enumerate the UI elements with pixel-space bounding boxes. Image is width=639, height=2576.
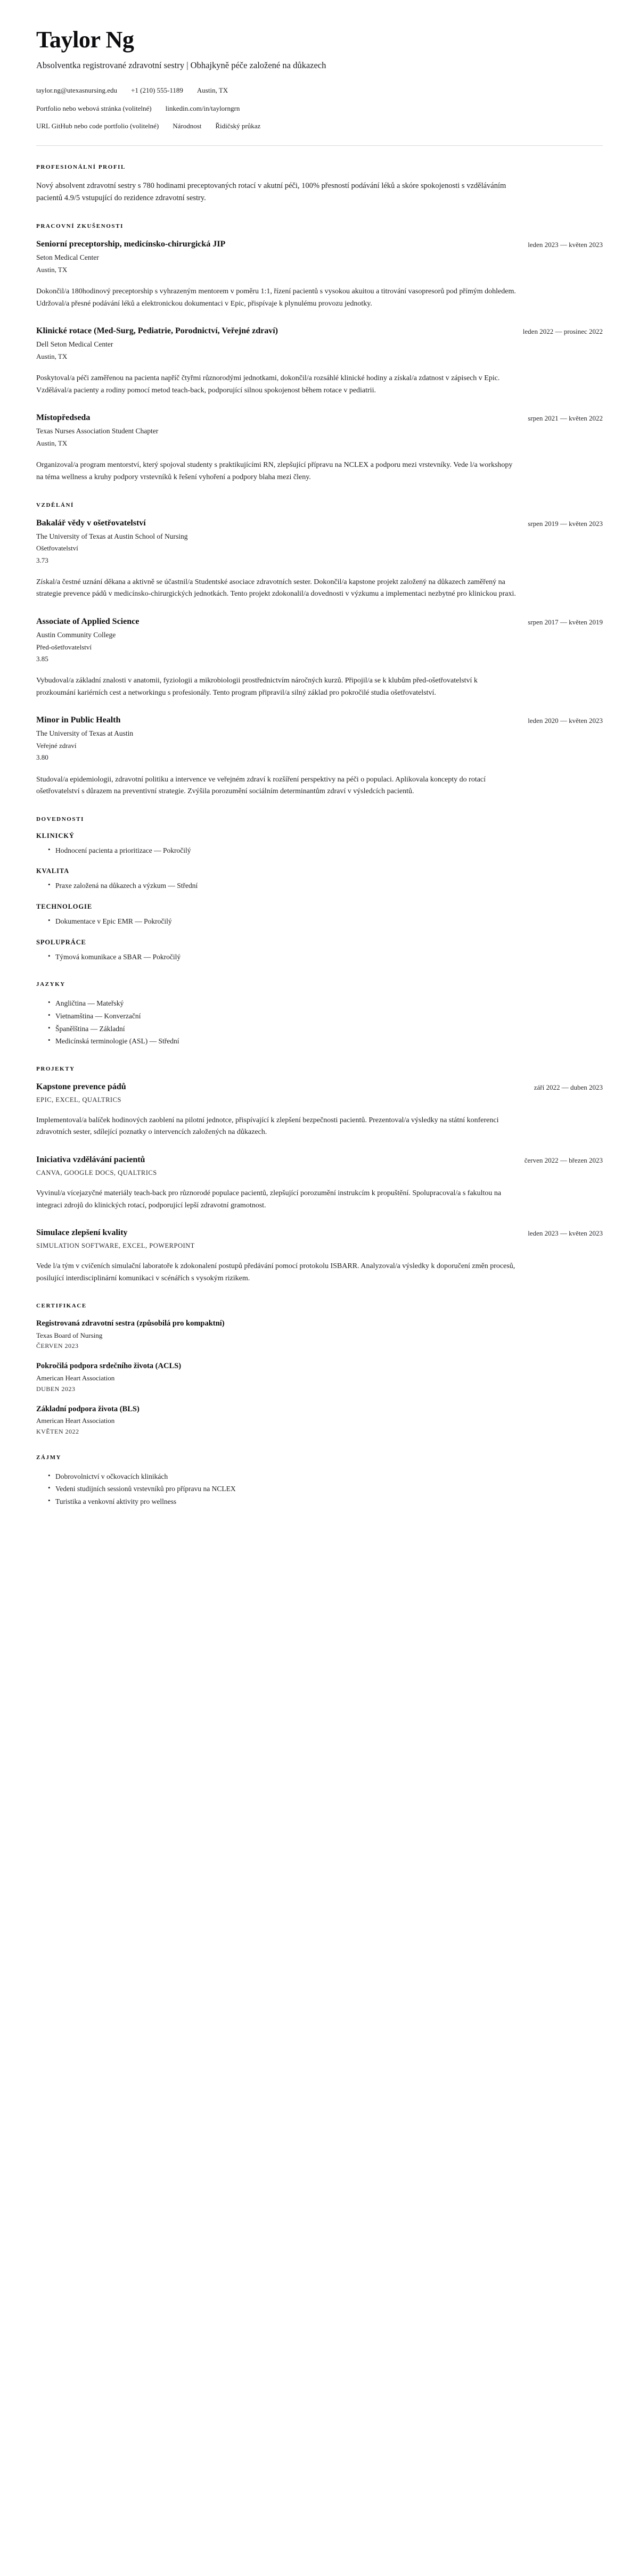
- project-entry: [36, 1228, 603, 1285]
- section-experience: [36, 223, 603, 484]
- experience-location: Austin, TX: [36, 439, 68, 448]
- experience-location: Austin, TX: [36, 352, 68, 360]
- header-divider: [36, 145, 603, 146]
- education-entry-head: [36, 616, 603, 628]
- education-school: Austin Community College: [36, 630, 116, 639]
- certification-name: Základní podpora života (BLS): [36, 1404, 140, 1413]
- education-entry: [36, 616, 603, 699]
- contact-github-placeholder[interactable]: URL GitHub nebo code portfolio (volitelné): [36, 122, 159, 130]
- section-profile: [36, 164, 603, 205]
- education-field: Ošetřovatelství: [36, 544, 78, 553]
- project-entry-head: [36, 1082, 603, 1093]
- section-projects: [36, 1066, 603, 1285]
- skill-item: • Praxe založená na důkazech a výzkum — Střední: [48, 879, 603, 892]
- contact-phone[interactable]: +1 (210) 555-1189: [131, 86, 183, 95]
- certification-date: ČERVEN 2023: [36, 1342, 79, 1350]
- experience-date: srpen 2021 — květen 2022: [528, 414, 603, 423]
- contact-portfolio-placeholder[interactable]: Portfolio nebo webová stránka (volitelné): [36, 104, 152, 112]
- project-entry-head: [36, 1155, 603, 1166]
- education-school: The University of Texas at Austin School of Nursing: [36, 532, 188, 540]
- skill-category-label: SPOLUPRÁCE: [36, 938, 86, 946]
- certification-entry: [36, 1319, 603, 1351]
- project-entry: [36, 1155, 603, 1212]
- experience-entry-head: [36, 326, 603, 337]
- education-gpa: 3.73: [36, 556, 48, 564]
- experience-description: Poskytoval/a péči zaměřenou na pacienta napříč čtyřmi různorodými jednotkami, dokončil/a rozsáhlé klinické hodiny a získal/a zdatnost v zápisech v Epic. Vzdělával/a pacienty a rodiny pomocí metod teach-back, podporující silnou spokojenost během rotace v pediatrii.: [36, 374, 500, 394]
- section-title-certifications: CERTIFIKACE: [36, 1303, 87, 1310]
- resume-header: [36, 28, 603, 146]
- certification-name: Registrovaná zdravotní sestra (způsobilá pro kompaktní): [36, 1319, 225, 1328]
- skill-list: [36, 915, 603, 928]
- certification-name: Pokročilá podpora srdečního života (ACLS): [36, 1362, 182, 1371]
- education-date: srpen 2017 — květen 2019: [528, 618, 603, 627]
- skill-item: • Týmová komunikace a SBAR — Pokročilý: [48, 951, 603, 964]
- section-title-experience: PRACOVNÍ ZKUŠENOSTI: [36, 223, 124, 229]
- education-entry: [36, 715, 603, 797]
- skill-group: [36, 832, 603, 857]
- experience-entry: [36, 326, 603, 397]
- education-description: Vybudoval/a základní znalosti v anatomii, fyziologii a mikrobiologii prostřednictvím náročných kurzů. Připojil/a se k klubům před-ošetřovatelství k prozkoumání kariérních cest a networkingu s profesionály. Tento program připravil/a silný základ pro pokročilé studia ošetřovatelství.: [36, 677, 478, 697]
- contact-email[interactable]: taylor.ng@utexasnursing.edu: [36, 86, 118, 95]
- education-degree: Minor in Public Health: [36, 715, 121, 725]
- skill-group: [36, 903, 603, 928]
- experience-entry: [36, 239, 603, 310]
- education-field: Před-ošetřovatelství: [36, 643, 92, 651]
- language-item: • Španělština — Základní: [48, 1023, 603, 1035]
- experience-role: Klinické rotace (Med-Surg, Pediatrie, Porodnictví, Veřejné zdraví): [36, 326, 278, 336]
- section-title-skills: DOVEDNOSTI: [36, 816, 84, 822]
- profile-summary-text: Nový absolvent zdravotní sestry s 780 hodinami preceptovaných rotací v akutní péči, 100% přesností podávání léků a skóre spokojenosti s vzděláváním pacientů 4.9/5 vstupující do rezidence zdravotní sestry.: [36, 181, 506, 203]
- project-entry-head: [36, 1228, 603, 1239]
- education-gpa: 3.85: [36, 654, 48, 663]
- education-date: leden 2020 — květen 2023: [528, 717, 603, 725]
- contact-location: Austin, TX: [196, 86, 228, 95]
- education-school: The University of Texas at Austin: [36, 729, 134, 738]
- experience-role: Místopředseda: [36, 413, 91, 423]
- project-name: Kapstone prevence pádů: [36, 1082, 126, 1091]
- section-title-languages: JAZYKY: [36, 981, 65, 988]
- skill-category-label: TECHNOLOGIE: [36, 903, 93, 911]
- education-entry-head: [36, 715, 603, 726]
- section-title-interests: ZÁJMY: [36, 1454, 62, 1461]
- language-item: • Angličtina — Mateřský: [48, 997, 603, 1010]
- education-entry: [36, 518, 603, 600]
- contact-row-primary: [36, 85, 603, 96]
- project-entry: [36, 1082, 603, 1139]
- project-date: září 2022 — duben 2023: [534, 1083, 603, 1091]
- certification-issuer: American Heart Association: [36, 1417, 115, 1425]
- skill-list: [36, 879, 603, 892]
- section-title-profile: PROFESIONÁLNÍ PROFIL: [36, 163, 126, 170]
- education-degree: Associate of Applied Science: [36, 617, 140, 627]
- contact-row-extra: [36, 121, 603, 131]
- experience-date: leden 2023 — květen 2023: [528, 240, 603, 249]
- project-tech-stack: CANVA, GOOGLE DOCS, QUALTRICS: [36, 1168, 157, 1176]
- interest-item: • Turistika a venkovní aktivity pro wellness: [48, 1495, 603, 1508]
- interest-list: [36, 1470, 603, 1508]
- education-description: Získal/a čestné uznání děkana a aktivně se účastnil/a Studentské asociace zdravotních sester. Dokončil/a kapstone projekt založený na důkazech zaměřený na strategie prevence pádů v medicínsko-chirurgických jednotkách. Tento projekt zdokonalil/a dovednosti v výzkumu a implementaci nezbytné pro klinickou praxi.: [36, 578, 516, 598]
- project-date: červen 2022 — březen 2023: [524, 1156, 603, 1165]
- contact-row-links: [36, 103, 603, 114]
- section-languages: [36, 981, 603, 1048]
- experience-description: Organizoval/a program mentorství, který spojoval studenty s praktikujícími RN, zlepšující přípravu na NCLEX a podporu mezi vrstevníky. Vede l/a workshopy na téma wellness a kruhy podpory vrstevníků k řešení vyhoření a podpory blaha mezi členy.: [36, 461, 513, 481]
- education-degree: Bakalář vědy v ošetřovatelství: [36, 518, 146, 528]
- project-description: Vede l/a tým v cvičeních simulační laboratoře k zdokonalení postupů předávání pomocí protokolu ISBARR. Analyzoval/a výsledky k doporučení změn procesů, posilující interdisciplinární komunikaci v scénářích s vysokým rizikem.: [36, 1262, 515, 1282]
- candidate-headline: Absolventka registrované zdravotní sestry | Obhajkyně péče založené na důkazech: [36, 60, 326, 71]
- section-interests: [36, 1454, 603, 1508]
- education-gpa: 3.80: [36, 753, 48, 762]
- experience-date: leden 2022 — prosinec 2022: [522, 327, 603, 336]
- skill-list: [36, 951, 603, 964]
- project-description: Implementoval/a balíček hodinových zaoblení na pilotní jednotce, přispívající k zlepšení bezpečnosti pacientů. Prezentoval/a výsledky na státní konferenci zdravotních sester, sdílející poznatky o intervencích založených na důkazech.: [36, 1116, 499, 1137]
- skill-item: • Dokumentace v Epic EMR — Pokročilý: [48, 915, 603, 928]
- skill-group: [36, 867, 603, 892]
- certification-date: KVĚTEN 2022: [36, 1427, 79, 1435]
- experience-organization: Dell Seton Medical Center: [36, 340, 113, 349]
- section-title-projects: PROJEKTY: [36, 1065, 75, 1072]
- contact-nationality: Národnost: [173, 122, 202, 130]
- skill-category-label: KLINICKÝ: [36, 832, 75, 840]
- certification-entry: [36, 1361, 603, 1393]
- skill-list: [36, 844, 603, 857]
- project-description: Vyvinul/a vícejazyčné materiály teach-back pro různorodé populace pacientů, zlepšující porozumění instrukcím k propuštění. Spolupracoval/a s fakultou na integraci zdrojů do klinických rotací, podporující lepší zdravotní gramotnost.: [36, 1189, 502, 1209]
- education-date: srpen 2019 — květen 2023: [528, 519, 603, 528]
- experience-description: Dokončil/a 180hodinový preceptorship s vyhrazeným mentorem v poměru 1:1, řízení pacientů s vysokou akuitou a titrování vasopresorů pod přímým dohledem. Udržoval/a přesné podávání léků a elektronickou dokumentaci v Epic, přispívaje k plynulému provozu jednotky.: [36, 287, 516, 308]
- section-education: [36, 502, 603, 798]
- experience-entry: [36, 413, 603, 483]
- project-name: Iniciativa vzdělávání pacientů: [36, 1155, 145, 1165]
- education-description: Studoval/a epidemiologii, zdravotní politiku a intervence ve veřejném zdraví k rozšíření perspektivy na péči o populaci. Aplikovala koncepty do rotací ošetřovatelství s důrazem na preventivní strategie. Zvýšila porozumění sociálním determinantům zdraví v výsledcích pacientů.: [36, 775, 486, 796]
- certification-date: DUBEN 2023: [36, 1385, 76, 1393]
- certification-issuer: Texas Board of Nursing: [36, 1331, 103, 1339]
- skill-item: • Hodnocení pacienta a prioritizace — Pokročilý: [48, 844, 603, 857]
- language-item: • Medicínská terminologie (ASL) — Střední: [48, 1035, 603, 1048]
- experience-entry-head: [36, 413, 603, 424]
- language-item: • Vietnamština — Konverzační: [48, 1010, 603, 1023]
- experience-organization: Texas Nurses Association Student Chapter: [36, 427, 159, 435]
- experience-entry-head: [36, 239, 603, 250]
- section-certifications: [36, 1303, 603, 1436]
- project-name: Simulace zlepšení kvality: [36, 1228, 128, 1238]
- education-entry-head: [36, 518, 603, 529]
- experience-organization: Seton Medical Center: [36, 253, 99, 261]
- certification-issuer: American Heart Association: [36, 1374, 115, 1382]
- project-tech-stack: EPIC, EXCEL, QUALTRICS: [36, 1096, 121, 1104]
- experience-location: Austin, TX: [36, 265, 68, 274]
- certification-entry: [36, 1404, 603, 1436]
- experience-role: Seniorní preceptorship, medicínsko-chirurgická JIP: [36, 239, 226, 249]
- language-list: [36, 997, 603, 1048]
- interest-item: • Dobrovolnictví v očkovacích klinikách: [48, 1470, 603, 1483]
- project-date: leden 2023 — květen 2023: [528, 1229, 603, 1238]
- project-tech-stack: SIMULATION SOFTWARE, EXCEL, POWERPOINT: [36, 1242, 195, 1250]
- skill-group: [36, 939, 603, 964]
- skill-category-label: KVALITA: [36, 867, 70, 875]
- contact-linkedin[interactable]: linkedin.com/in/taylorngrn: [165, 104, 240, 112]
- section-title-education: VZDĚLÁNÍ: [36, 501, 74, 508]
- section-skills: [36, 816, 603, 964]
- contact-drivers-license: Řidičský průkaz: [215, 122, 261, 130]
- education-field: Veřejné zdraví: [36, 742, 77, 750]
- interest-item: • Vedeni studijních sessionů vrstevníků pro přípravu na NCLEX: [48, 1483, 603, 1495]
- candidate-name: Taylor Ng: [36, 27, 134, 53]
